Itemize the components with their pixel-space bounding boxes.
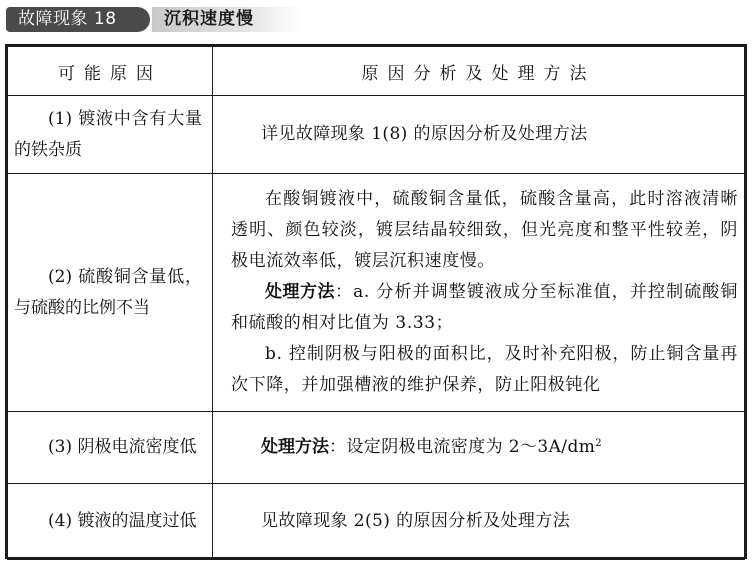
method-text: ：设定阴极电流密度为 2～3A/dm bbox=[329, 437, 596, 457]
analysis-paragraph: 在酸铜镀液中，硫酸铜含量低，硫酸含量高，此时溶液清晰透明、颜色较淡，镀层结晶较细致，但光亮度和整平性较差，阴极电流效率低，镀层沉积速度慢。 bbox=[231, 189, 738, 271]
fault-table bbox=[5, 44, 747, 559]
table-row bbox=[8, 96, 745, 174]
table-row bbox=[8, 484, 745, 560]
cause-cell bbox=[8, 174, 213, 412]
column-header-cause: 可能原因 bbox=[8, 47, 213, 96]
method-label: 处理方法 bbox=[261, 437, 329, 457]
table-header-row bbox=[8, 47, 745, 96]
method-label: 处理方法 bbox=[265, 282, 336, 302]
cause-text: (2) 硫酸铜含量低，与硫酸的比例不当 bbox=[14, 266, 202, 318]
method-text: ：a. 分析并调整镀液成分至标准值，并控制硫酸铜和硫酸的相对比值为 3.33； bbox=[231, 282, 739, 333]
table-row bbox=[8, 174, 745, 412]
cause-cell bbox=[8, 96, 213, 174]
cause-text: (4) 镀液的温度过低 bbox=[48, 511, 197, 531]
fault-title: 沉积速度慢 bbox=[152, 7, 302, 32]
analysis-cell bbox=[213, 96, 745, 174]
analysis-paragraph: b. 控制阴极与阳极的面积比，及时补充阳极，防止铜含量再次下降，并加强槽液的维护保养，防止阳极钝化 bbox=[231, 344, 738, 395]
cause-text: (3) 阴极电流密度低 bbox=[48, 437, 197, 457]
analysis-paragraph bbox=[231, 277, 738, 339]
analysis-cell bbox=[213, 484, 745, 560]
analysis-text: 见故障现象 2(5) 的原因分析及处理方法 bbox=[261, 511, 571, 531]
analysis-cell bbox=[213, 174, 745, 412]
section-header bbox=[0, 0, 753, 38]
analysis-text: 详见故障现象 1(8) 的原因分析及处理方法 bbox=[261, 124, 588, 144]
cause-cell bbox=[8, 412, 213, 484]
superscript: 2 bbox=[595, 438, 603, 449]
table-row bbox=[8, 412, 745, 484]
column-header-analysis: 原因分析及处理方法 bbox=[213, 47, 745, 96]
fault-number-badge: 故障现象 18 bbox=[6, 7, 150, 32]
analysis-cell bbox=[213, 412, 745, 484]
cause-cell bbox=[8, 484, 213, 560]
cause-text: (1) 镀液中含有大量的铁杂质 bbox=[14, 108, 202, 160]
